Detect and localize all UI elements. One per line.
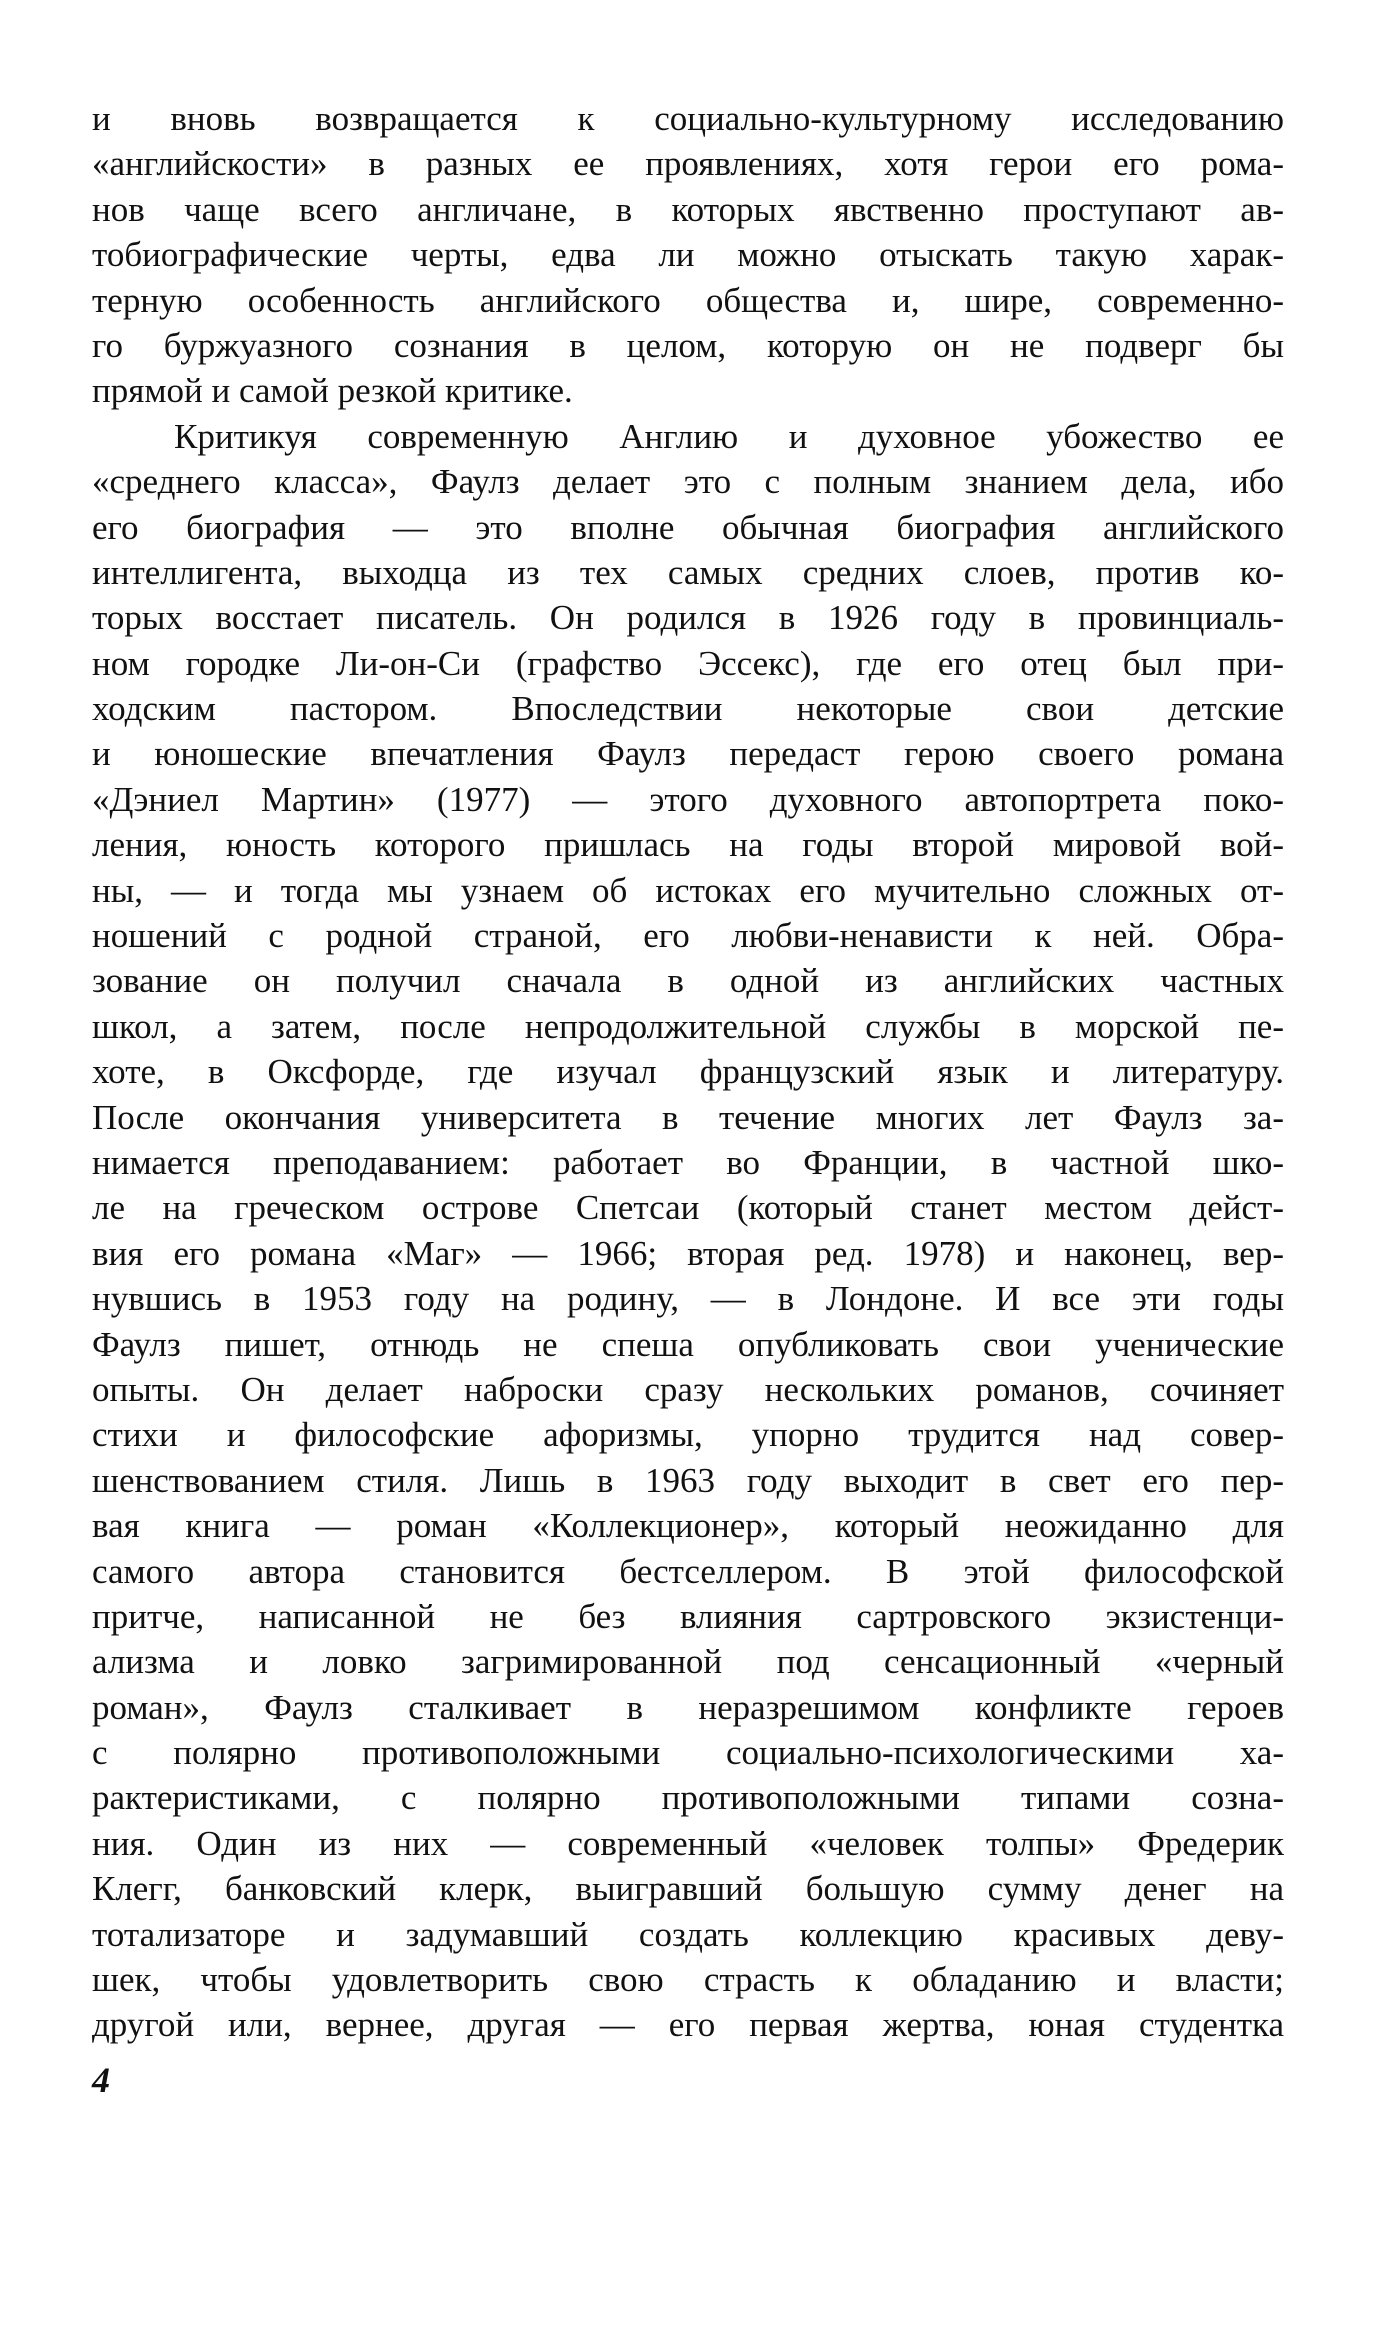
text-line: «английскости» в разных ее проявлениях, хотя герои его рома- <box>92 144 1284 184</box>
text-line: тобиографические черты, едва ли можно отыскать такую харак- <box>92 235 1284 275</box>
text-line: Критикуя современную Англию и духовное убожество ее <box>174 416 1284 456</box>
text-line: с полярно противоположными социально-психологическими ха- <box>92 1733 1284 1773</box>
text-line: ле на греческом острове Спетсаи (который станет местом дейст- <box>92 1188 1284 1228</box>
text-line: прямой и самой резкой критике. <box>92 371 573 411</box>
text-line: шенствованием стиля. Лишь в 1963 году выходит в свет его пер- <box>92 1460 1284 1500</box>
text-line: го буржуазного сознания в целом, которую он не подверг бы <box>92 325 1284 365</box>
text-line: стихи и философские афоризмы, упорно трудится над совер- <box>92 1415 1284 1455</box>
text-line: ны, — и тогда мы узнаем об истоках его мучительно сложных от- <box>92 870 1284 910</box>
text-line: и вновь возвращается к социально-культурному исследованию <box>92 99 1284 138</box>
page-number: 4 <box>92 2060 110 2100</box>
page-text <box>92 96 1284 2048</box>
text-line: ходским пастором. Впоследствии некоторые свои детские <box>92 689 1284 729</box>
text-line: ния. Один из них — современный «человек толпы» Фредерик <box>92 1823 1284 1863</box>
paragraph-2 <box>92 414 1284 2048</box>
text-line: ном городке Ли-он-Си (графство Эссекс), где его отец был при- <box>92 643 1284 683</box>
text-line: зование он получил сначала в одной из английских частных <box>92 961 1284 1001</box>
text-line: торых восстает писатель. Он родился в 1926 году в провинциаль- <box>92 598 1284 638</box>
text-line: Фаулз пишет, отнюдь не спеша опубликовать свои ученические <box>92 1324 1284 1364</box>
text-line: Клегг, банковский клерк, выигравший большую сумму денег на <box>92 1869 1284 1909</box>
text-line: шек, чтобы удовлетворить свою страсть к обладанию и власти; <box>92 1960 1284 2000</box>
text-line: тотализаторе и задумавший создать коллекцию красивых деву- <box>92 1914 1284 1954</box>
text-line: интеллигента, выходца из тех самых средних слоев, против ко- <box>92 552 1284 592</box>
text-line: ношений с родной страной, его любви-ненависти к ней. Обра- <box>92 916 1284 956</box>
text-line: После окончания университета в течение многих лет Фаулз за- <box>92 1097 1284 1137</box>
text-line: хоте, в Оксфорде, где изучал французский язык и литературу. <box>92 1052 1284 1092</box>
text-line: и юношеские впечатления Фаулз передаст герою своего романа <box>92 734 1284 774</box>
text-line: «Дэниел Мартин» (1977) — этого духовного автопортрета поко- <box>92 779 1284 819</box>
text-line: роман», Фаулз сталкивает в неразрешимом конфликте героев <box>92 1687 1284 1727</box>
text-line: терную особенность английского общества и, шире, современно- <box>92 280 1284 320</box>
text-line: вия его романа «Маг» — 1966; вторая ред. 1978) и наконец, вер- <box>92 1233 1284 1273</box>
text-line: другой или, вернее, другая — его первая жертва, юная студентка <box>92 2005 1284 2045</box>
text-line: рактеристиками, с полярно противоположными типами созна- <box>92 1778 1284 1818</box>
text-line: притче, написанной не без влияния сартровского экзистенци- <box>92 1596 1284 1636</box>
text-line: нов чаще всего англичане, в которых явственно проступают ав- <box>92 189 1284 229</box>
text-line: самого автора становится бестселлером. В этой философской <box>92 1551 1284 1591</box>
text-line: ления, юность которого пришлась на годы второй мировой вой- <box>92 825 1284 865</box>
text-line: его биография — это вполне обычная биография английского <box>92 507 1284 547</box>
text-line: школ, а затем, после непродолжительной службы в морской пе- <box>92 1006 1284 1046</box>
text-line: нувшись в 1953 году на родину, — в Лондоне. И все эти годы <box>92 1279 1284 1319</box>
text-line: опыты. Он делает наброски сразу нескольких романов, сочиняет <box>92 1369 1284 1409</box>
text-line: «среднего класса», Фаулз делает это с полным знанием дела, ибо <box>92 462 1284 502</box>
text-line: нимается преподаванием: работает во Франции, в частной шко- <box>92 1142 1284 1182</box>
text-line: ализма и ловко загримированной под сенсационный «черный <box>92 1642 1284 1682</box>
text-line: вая книга — роман «Коллекционер», который неожиданно для <box>92 1506 1284 1546</box>
paragraph-1 <box>92 96 1284 414</box>
